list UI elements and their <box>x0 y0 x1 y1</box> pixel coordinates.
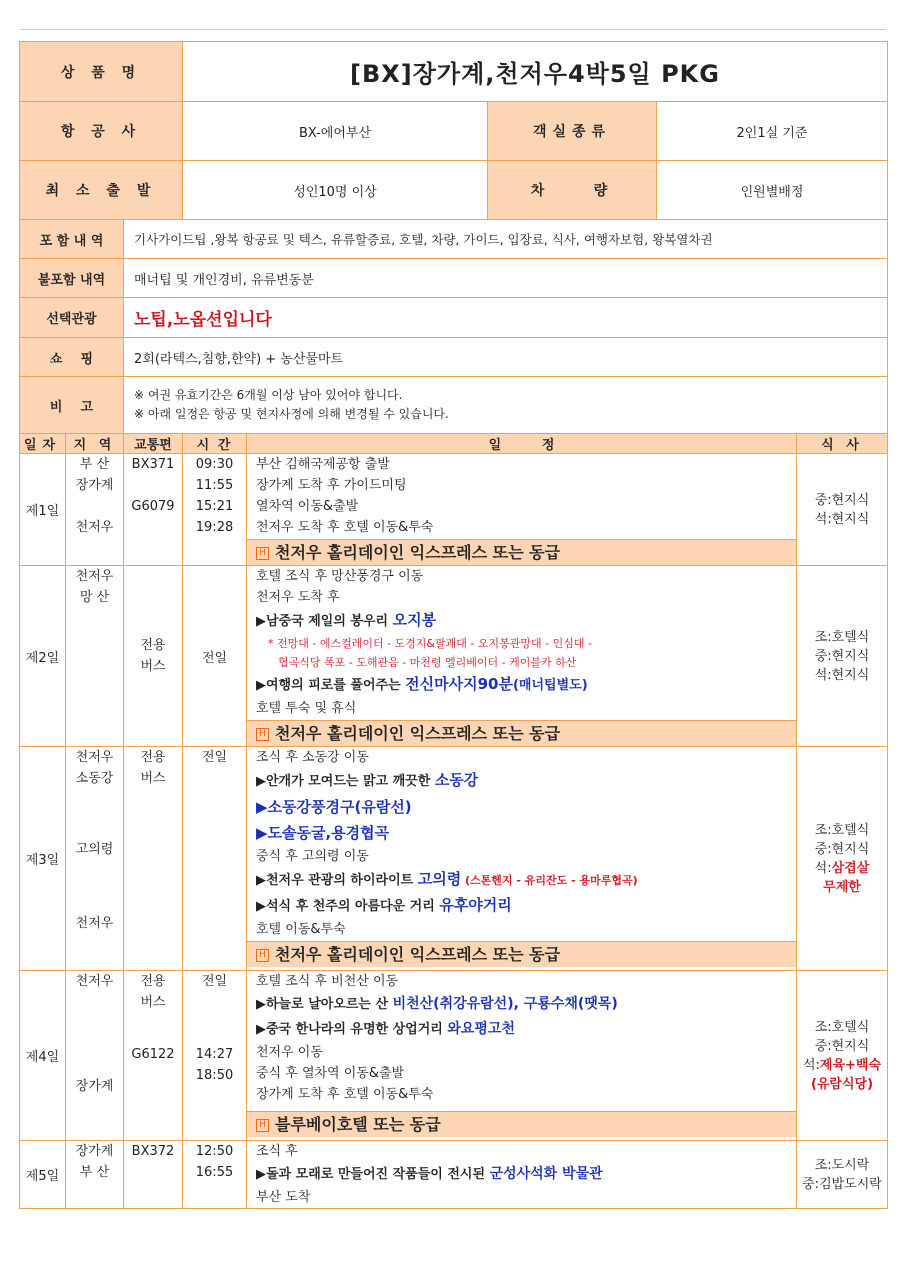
room-type-label: 객실종류 <box>488 102 657 161</box>
transport: BX371 <box>131 457 175 472</box>
time: 19:28 <box>195 520 234 535</box>
region: 장가계 <box>75 1079 114 1094</box>
day-label: 제2일 <box>20 566 66 747</box>
highlight: 비천산(취강유람선), 구룡수채(땟목) <box>392 996 618 1012</box>
region: 천저우 <box>75 750 114 765</box>
note-line-2: ※ 아래 일정은 항공 및 현지사정에 의해 변경될 수 있습니다. <box>134 407 449 421</box>
plan-line: 호텔 투숙 및 휴식 <box>256 701 357 716</box>
plan-line: 호텔 조식 후 망산풍경구 이동 <box>256 569 424 584</box>
airline-label: 항 공 사 <box>20 102 183 161</box>
transport: 버스 <box>140 659 166 674</box>
hotel-name: 천저우 홀리데이인 익스프레스 또는 동급 <box>275 724 561 743</box>
hotel-bar <box>247 539 797 565</box>
time: 11:55 <box>195 478 234 493</box>
product-sheet <box>19 41 887 1209</box>
day-label: 제1일 <box>20 454 66 566</box>
plan-line: ▶안개가 모여드는 맑고 깨끗한 <box>256 774 435 789</box>
col-time: 시 간 <box>183 434 247 454</box>
day-5-row <box>20 1141 888 1209</box>
airline-value: BX-에어부산 <box>183 102 488 161</box>
plan-line: 중식 후 열차역 이동&출발 <box>256 1066 405 1081</box>
plan-line: 장가계 도착 후 호텔 이동&투숙 <box>256 1087 434 1102</box>
transport: 전용 <box>140 638 166 653</box>
region: 부 산 <box>79 457 110 472</box>
hotel-name: 천저우 홀리데이인 익스프레스 또는 동급 <box>275 543 561 562</box>
vehicle-label: 차 량 <box>488 161 657 220</box>
plan-line: 중식 후 고의령 이동 <box>256 849 369 864</box>
meal: 조:호텔식 <box>814 629 870 645</box>
min-departure-value: 성인10명 이상 <box>183 161 488 220</box>
region: 소동강 <box>75 771 114 786</box>
highlight: ▶도솔동굴,용경협곡 <box>256 824 390 842</box>
plan-line: ▶석식 후 천주의 아름다운 거리 <box>256 899 440 914</box>
plan-line: ▶돌과 모래로 만들어진 작품들이 전시된 <box>256 1167 490 1182</box>
region: 천저우 <box>75 916 114 931</box>
highlight: 소동강 <box>434 771 479 789</box>
meal: 석: <box>802 1057 820 1073</box>
option-tour-value: 노팁,노옵션입니다 <box>124 298 888 338</box>
highlight: ▶소동강풍경구(유람선) <box>256 798 412 816</box>
plan-line: 장가계 도착 후 가이드미팅 <box>256 478 407 493</box>
plan-line: 호텔 조식 후 비천산 이동 <box>256 974 399 989</box>
meal: 조:호텔식 <box>814 1019 870 1035</box>
plan-line: 천저우 도착 후 호텔 이동&투숙 <box>256 520 434 535</box>
schedule-table <box>19 433 888 1209</box>
region: 천저우 <box>75 520 114 535</box>
plan-detail: 협곡식당 폭포 - 도해관음 - 마천령 엘리베이터 - 케이블카 하산 <box>278 656 577 669</box>
shopping-label: 쇼 핑 <box>20 338 124 377</box>
shopping-value: 2회(라텍스,침향,한약) + 농산물마트 <box>124 338 888 377</box>
plan-line: ▶중국 한나라의 유명한 상업거리 <box>256 1022 448 1037</box>
meal: 석:현지식 <box>814 667 870 683</box>
option-tour-label: 선택관광 <box>20 298 124 338</box>
note-label: 비 고 <box>20 377 124 434</box>
highlight: 와요평고천 <box>447 1021 515 1037</box>
day-label: 제5일 <box>20 1141 66 1209</box>
highlight: 오지봉 <box>392 611 437 629</box>
transport: 버스 <box>140 995 166 1010</box>
product-name-label: 상 품 명 <box>20 42 183 102</box>
include-value: 기사가이드팁 ,왕복 항공료 및 텍스, 유류할증료, 호텔, 차량, 가이드, 입장료, 식사, 여행자보험, 왕복열차권 <box>124 220 888 259</box>
hotel-name: 블루베이호텔 또는 동급 <box>275 1115 441 1134</box>
vehicle-value: 인원별배정 <box>657 161 888 220</box>
region: 장가계 <box>75 1144 114 1159</box>
meal: 중:김밥도시락 <box>802 1176 882 1192</box>
exclude-label: 불포함 내역 <box>20 259 124 298</box>
top-divider <box>20 29 886 30</box>
col-plan: 일 정 <box>247 434 797 454</box>
time: 09:30 <box>195 457 234 472</box>
day-3-row <box>20 747 888 971</box>
time: 14:27 <box>195 1047 234 1062</box>
product-title: [BX]장가계,천저우4박5일 PKG <box>183 42 888 102</box>
meal-special: 제육+백숙 <box>819 1057 882 1073</box>
day-4-row <box>20 971 888 1141</box>
meal: 중:현지식 <box>814 841 870 857</box>
hotel-bar <box>247 941 797 967</box>
meal: 중:현지식 <box>814 492 870 508</box>
col-transport: 교통편 <box>124 434 183 454</box>
col-meal: 식 사 <box>797 434 888 454</box>
plan-line: 부산 김해국제공항 출발 <box>256 457 390 472</box>
plan-line: ▶하늘로 날아오르는 산 <box>256 997 393 1012</box>
plan-line: ▶여행의 피로를 풀어주는 <box>256 678 406 693</box>
transport: 전용 <box>140 974 166 989</box>
time: 18:50 <box>195 1068 234 1083</box>
time: 전일 <box>183 566 247 747</box>
meal: 조:호텔식 <box>814 822 870 838</box>
highlight: 유후야거리 <box>439 896 512 914</box>
plan-line: 조식 후 소동강 이동 <box>256 750 369 765</box>
time: 전일 <box>201 974 228 989</box>
meal-special: (유람식당) <box>810 1076 874 1092</box>
meal: 중:현지식 <box>814 648 870 664</box>
transport: G6122 <box>131 1047 175 1062</box>
highlight: 군성사석화 박물관 <box>489 1166 603 1182</box>
hotel-icon: H <box>256 547 269 560</box>
region: 부 산 <box>79 1165 110 1180</box>
hotel-bar <box>247 1111 797 1137</box>
col-region: 지 역 <box>66 434 124 454</box>
hotel-icon: H <box>256 949 269 962</box>
meal: 조:도시락 <box>814 1157 870 1173</box>
meal: 중:현지식 <box>814 1038 870 1054</box>
note-line-1: ※ 여권 유효기간은 6개월 이상 남아 있어야 합니다. <box>134 388 403 402</box>
meal-special: 무제한 <box>823 879 861 895</box>
room-type-value: 2인1실 기준 <box>657 102 888 161</box>
highlight: 고의령 <box>417 870 462 888</box>
meal: 석: <box>814 860 832 876</box>
hotel-name: 천저우 홀리데이인 익스프레스 또는 동급 <box>275 945 561 964</box>
plan-line: 조식 후 <box>256 1144 298 1159</box>
region: 천저우 <box>75 974 114 989</box>
time: 15:21 <box>195 499 234 514</box>
time: 12:50 <box>195 1144 234 1159</box>
plan-line: 호텔 이동&투숙 <box>256 922 346 937</box>
product-info-table <box>19 41 888 220</box>
day-2-row <box>20 566 888 747</box>
region: 장가계 <box>75 478 114 493</box>
plan-line: 천저우 도착 후 <box>256 590 340 605</box>
time: 전일 <box>201 750 228 765</box>
plan-line: ▶남중국 제일의 봉우리 <box>256 614 393 629</box>
day-1-row <box>20 454 888 566</box>
plan-detail: * 전망대 - 에스컬레이터 - 도경지&팔괘대 - 오지봉관망대 - 인심대 - <box>268 637 592 650</box>
plan-line: 열차역 이동&출발 <box>256 499 359 514</box>
min-departure-label: 최 소 출 발 <box>20 161 183 220</box>
plan-line: ▶천저우 관광의 하이라이트 <box>256 873 418 888</box>
region: 고의령 <box>75 842 114 857</box>
hotel-bar <box>247 720 797 746</box>
plan-line: 천저우 이동 <box>256 1045 323 1060</box>
region: 망 산 <box>79 590 110 605</box>
meal: 석:현지식 <box>814 511 870 527</box>
highlight: 전신마사지90분 <box>405 675 513 693</box>
plan-line: 부산 도착 <box>256 1190 311 1205</box>
hotel-icon: H <box>256 1119 269 1132</box>
transport: G6079 <box>131 499 175 514</box>
day-label: 제4일 <box>20 971 66 1141</box>
region: 천저우 <box>75 569 114 584</box>
product-details-table <box>19 219 888 434</box>
transport: 버스 <box>140 771 166 786</box>
hotel-icon: H <box>256 728 269 741</box>
meal-special: 삼겹살 <box>831 860 870 876</box>
col-day: 일자 <box>20 434 66 454</box>
highlight-note: (스톤헨지 - 유리잔도 - 용마루협곡) <box>461 874 638 887</box>
include-label: 포 함 내 역 <box>20 220 124 259</box>
transport: 전용 <box>140 750 166 765</box>
time: 16:55 <box>195 1165 234 1180</box>
transport: BX372 <box>131 1144 175 1159</box>
highlight-note: (매너팁별도) <box>512 678 588 693</box>
exclude-value: 매너팁 및 개인경비, 유류변동분 <box>124 259 888 298</box>
day-label: 제3일 <box>20 747 66 971</box>
